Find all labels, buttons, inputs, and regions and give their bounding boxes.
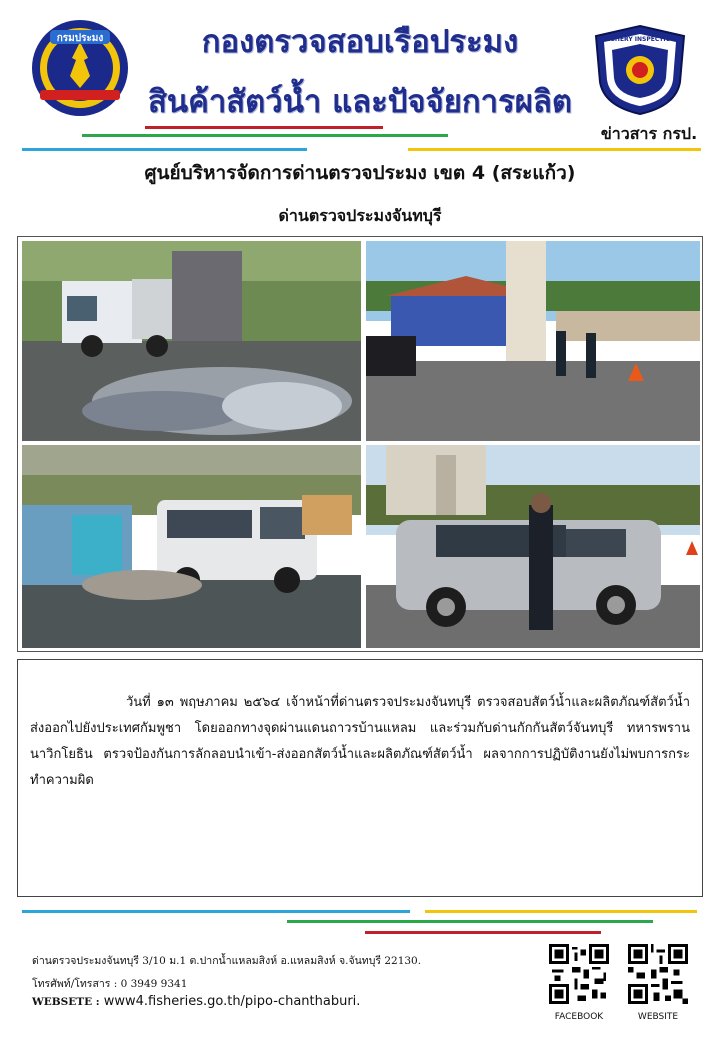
- divider-green-bottom: [287, 920, 653, 923]
- news-body-box: [17, 659, 703, 897]
- footer-website-url[interactable]: www4.fisheries.go.th/pipo-chanthaburi.: [103, 994, 361, 1009]
- sub-title: ด่านตรวจประมงจันทบุรี: [278, 206, 442, 225]
- page-title-line2: สินค้าสัตว์น้ำ และปัจจัยการผลิต: [147, 84, 573, 120]
- fishery-inspection-logo: [588, 22, 692, 118]
- divider-yellow-bottom: [425, 910, 697, 913]
- photo-collage: [17, 236, 703, 652]
- department-of-fisheries-logo: [30, 18, 130, 118]
- divider-green-top: [82, 134, 448, 137]
- facebook-qr-label: FACEBOOK: [554, 1012, 604, 1022]
- divider-cyan-bottom: [22, 910, 410, 913]
- van-market-photo: [22, 445, 361, 648]
- logo-right-text: FISHERY INSPECTION: [604, 36, 676, 43]
- website-qr-label: WEBSITE: [637, 1012, 679, 1022]
- center-title: ศูนย์บริหารจัดการด่านตรวจประมง เขต 4 (สระแก้ว): [144, 162, 576, 184]
- divider-cyan-top: [22, 148, 307, 151]
- footer-phone: โทรศัพท์/โทรสาร : 0 3949 9341: [32, 978, 188, 990]
- facebook-qr-code[interactable]: [549, 944, 609, 1004]
- website-qr-code[interactable]: [628, 944, 688, 1004]
- footer-website-label: WEBSETE :: [32, 996, 100, 1008]
- news-body-text: วันที่ ๑๓ พฤษภาคม ๒๕๖๔ เจ้าหน้าที่ด่านตรวจประมงจันทบุรี ตรวจสอบสัตว์น้ำและผลิตภัณฑ์สัตว์น้ำส่งออกไปยังประเทศกัมพูชา โดยออกทางจุดผ่านแดนถาวรบ้านแหลม และร่วมกับด่านกักกันสัตว์จันทบุรี ทหารพรานนาวิกโยธิน ตรวจป้องกันการลักลอบนำเข้า-ส่งออกสัตว์น้ำและผลิตภัณฑ์สัตว์น้ำ ผลจากการปฏิบัติงานยังไม่พบการกระทำความผิด: [30, 695, 690, 788]
- divider-red-top: [145, 126, 383, 129]
- page-title-line1: กองตรวจสอบเรือประมง: [201, 24, 519, 60]
- suv-inspection-photo: [366, 445, 700, 648]
- logo-left-text: กรมประมง: [56, 33, 104, 44]
- divider-yellow-top: [408, 148, 701, 151]
- footer-address: ด่านตรวจประมงจันทบุรี 3/10 ม.1 ต.ปากน้ำแหลมสิงห์ อ.แหลมสิงห์ จ.จันทบุรี 22130.: [32, 955, 422, 967]
- news-label: ข่าวสาร กรป.: [600, 124, 698, 143]
- divider-red-bottom: [365, 931, 601, 934]
- footer-website: [32, 994, 360, 1009]
- truck-fish-photo: [22, 241, 361, 441]
- checkpoint-photo: [366, 241, 700, 441]
